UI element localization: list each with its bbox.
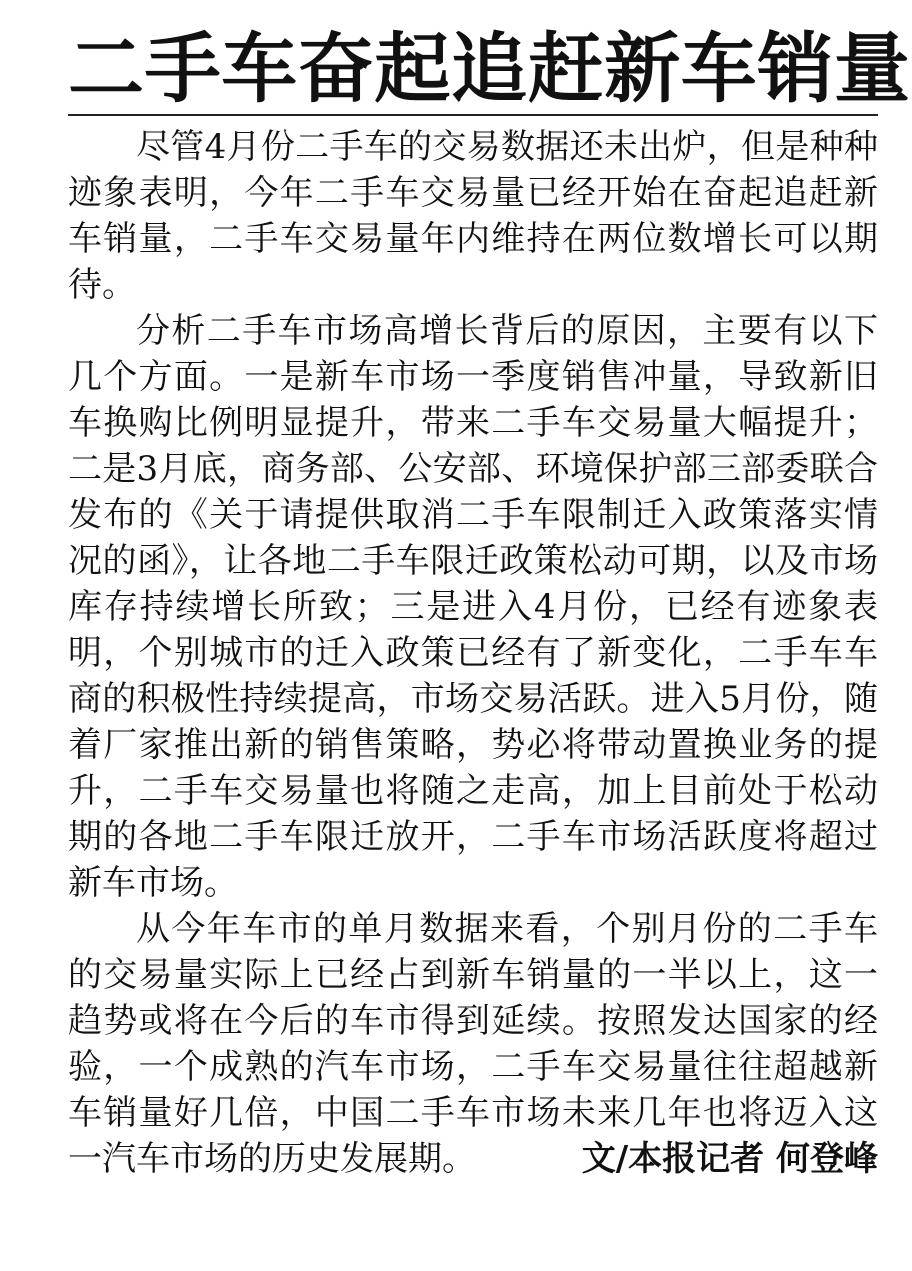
paragraph-3 (68, 906, 878, 1182)
headline-rule (68, 114, 878, 116)
headline: 二手车奋起追赶新车销量 (68, 24, 911, 113)
byline: 文/本报记者 何登峰 (581, 1139, 878, 1179)
article-body (68, 124, 878, 1182)
news-article (68, 24, 911, 1182)
paragraph-1: 尽管4月份二手车的交易数据还未出炉，但是种种迹象表明，今年二手车交易量已经开始在奋起追赶新车销量，二手车交易量年内维持在两位数增长可以期待。 (68, 127, 878, 305)
paragraph-3-text: 从今年车市的单月数据来看，个别月份的二手车的交易量实际上已经占到新车销量的一半以上，这一趋势或将在今后的车市得到延续。按照发达国家的经验，一个成熟的汽车市场，二手车交易量往往超越新车销量好几倍，中国二手车市场未来几年也将迈入这一汽车市场的历史发展期。 (68, 909, 878, 1179)
paragraph-2: 分析二手车市场高增长背后的原因，主要有以下几个方面。一是新车市场一季度销售冲量，导致新旧车换购比例明显提升，带来二手车交易量大幅提升；二是3月底，商务部、公安部、环境保护部三部委联合发布的《关于请提供取消二手车限制迁入政策落实情况的函》，让各地二手车限迁政策松动可期，以及市场库存持续增长所致；三是进入4月份，已经有迹象表明，个别城市的迁入政策已经有了新变化，二手车车商的积极性持续提高，市场交易活跃。进入5月份，随着厂家推出新的销售策略，势必将带动置换业务的提升，二手车交易量也将随之走高，加上目前处于松动期的各地二手车限迁放开，二手车市场活跃度将超过新车市场。 (68, 311, 878, 903)
